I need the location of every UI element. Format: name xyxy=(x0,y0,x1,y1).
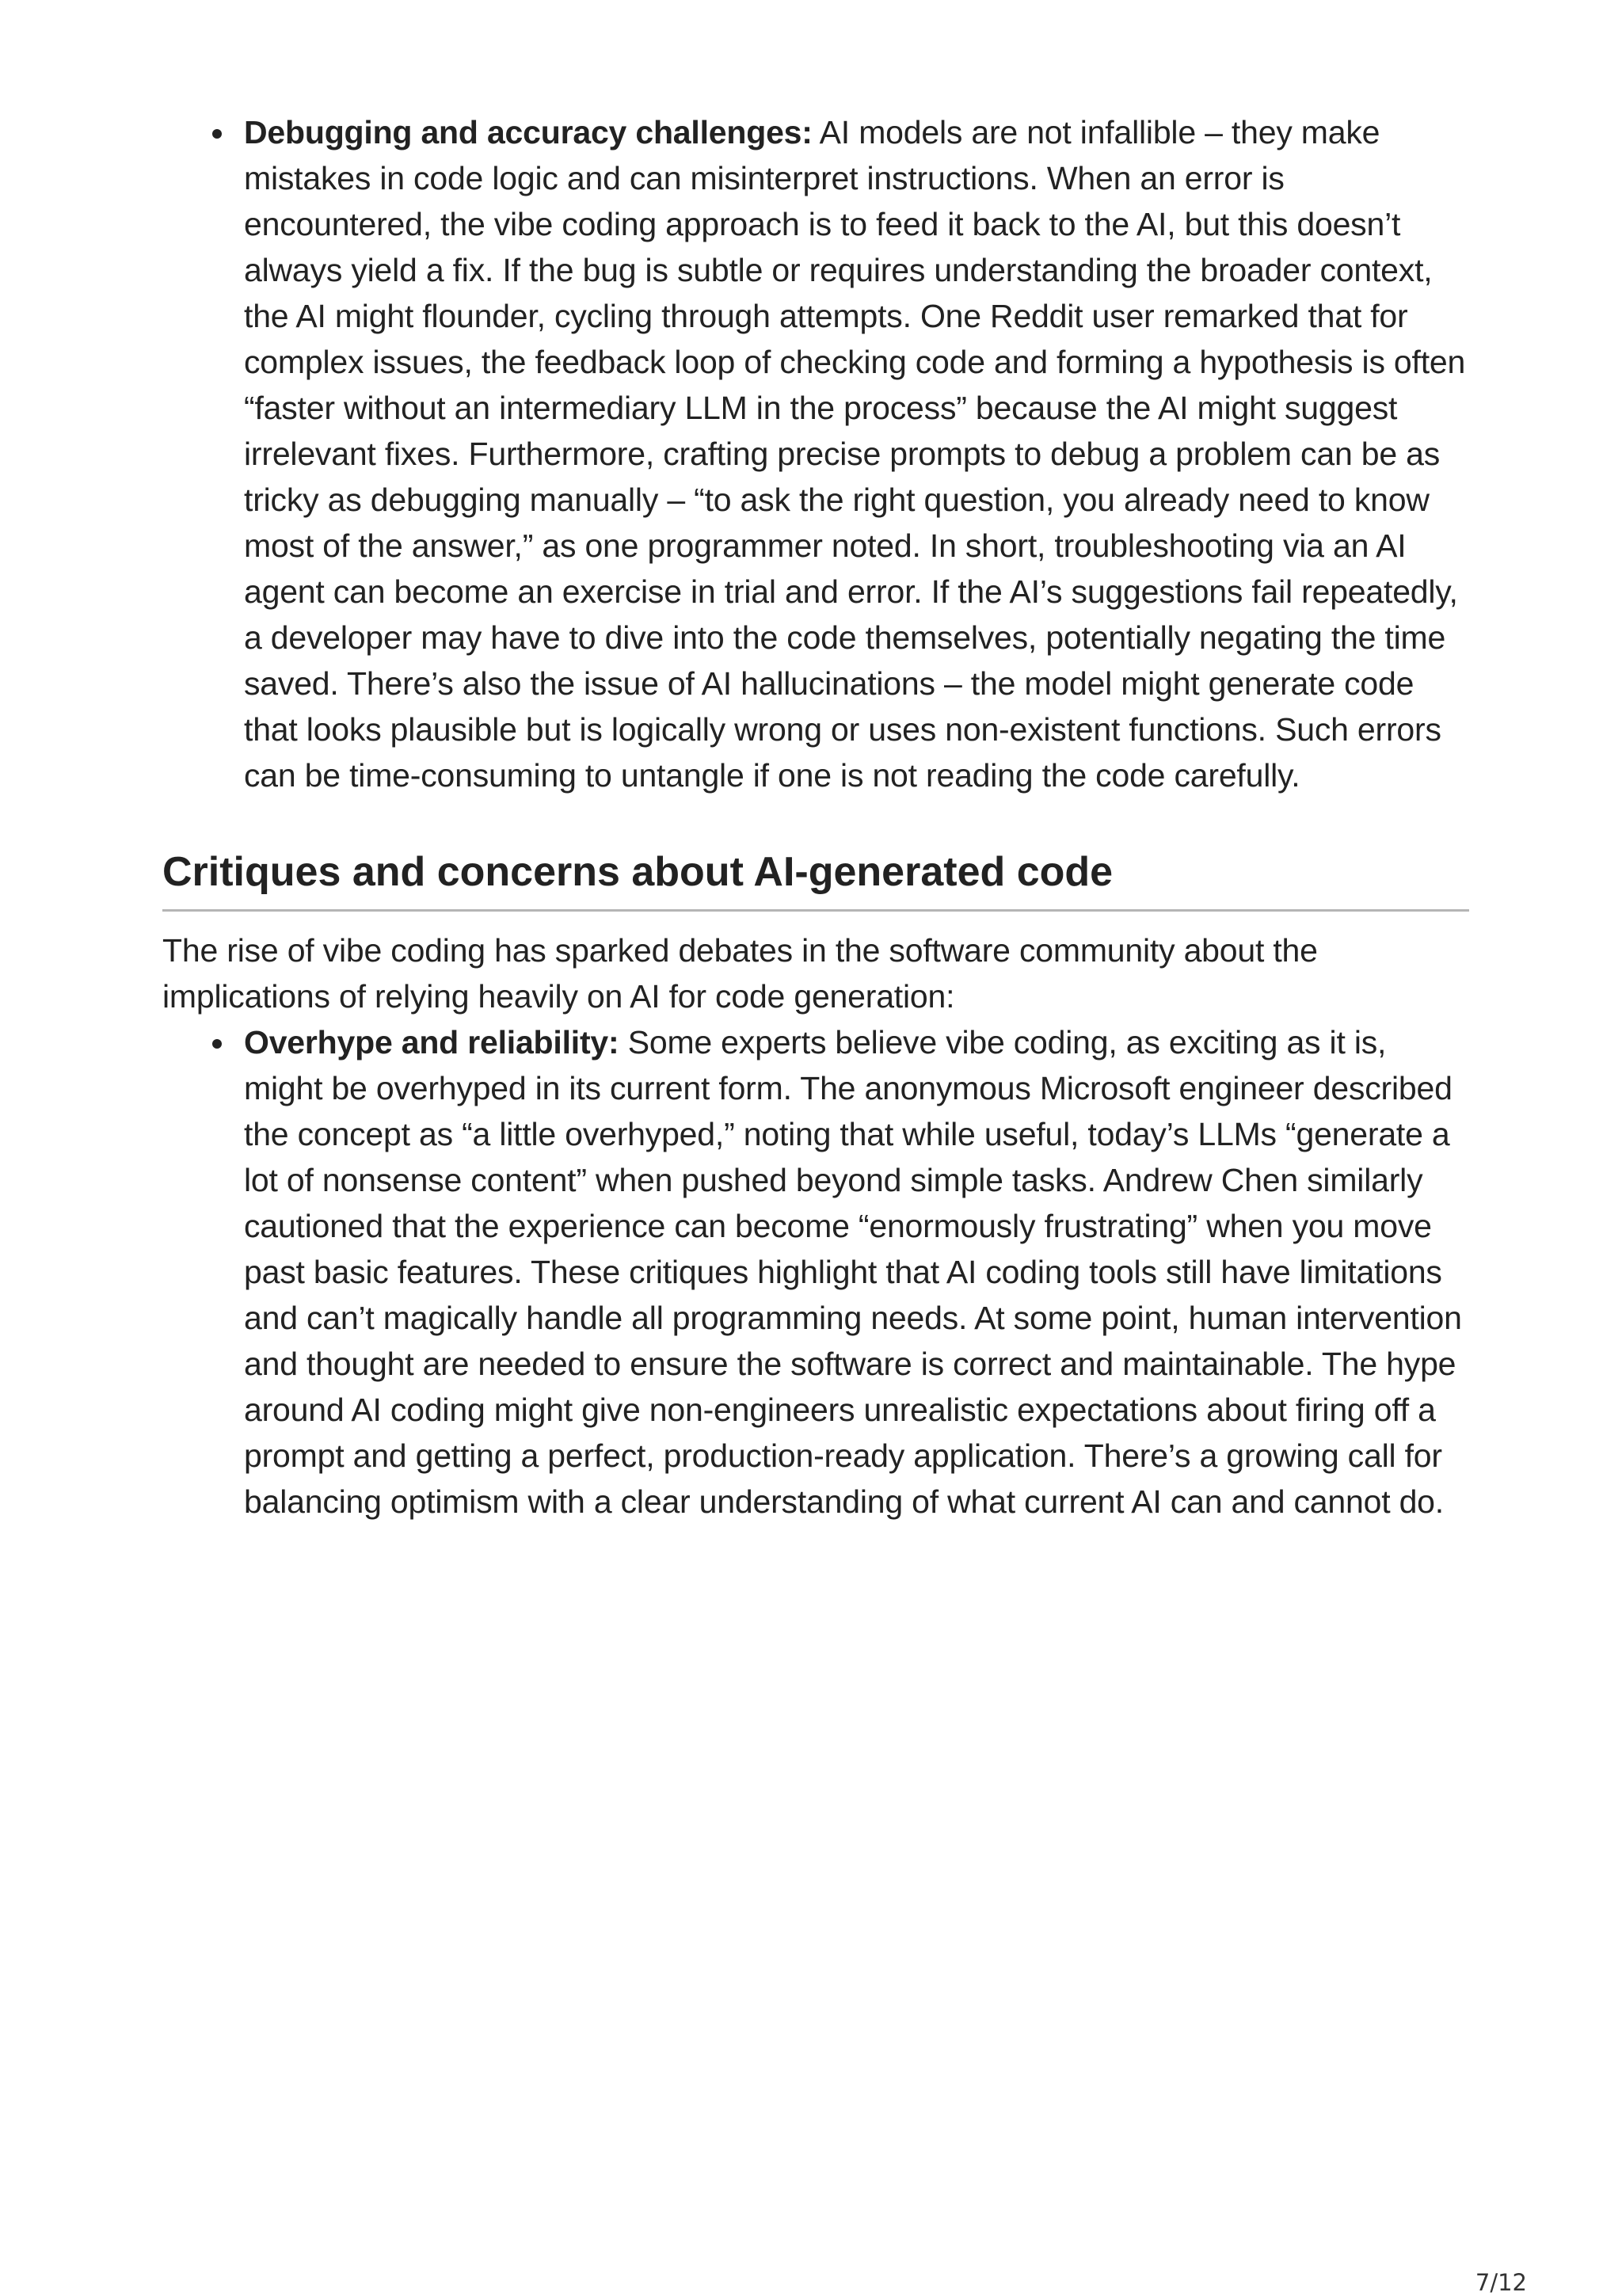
list-item xyxy=(162,1019,1469,1525)
section-heading: Critiques and concerns about AI-generated code xyxy=(162,846,1469,912)
bullet-text: Some experts believe vibe coding, as exciting as it is, might be overhyped in its current form. The anonymous Microsoft engineer described the concept as “a little overhyped,” noting that while useful, today’s LLMs “generate a lot of nonsense content” when pushed beyond simple tasks. Andrew Chen similarly cautioned that the experience can become “enormously frustrating” when you move past basic features. These critiques highlight that AI coding tools still have limitations and can’t magically handle all programming needs. At some point, human intervention and thought are needed to ensure the software is correct and maintainable. The hype around AI coding might give non-engineers unrealistic expectations about firing off a prompt and getting a perfect, production-ready application. There’s a growing call for balancing optimism with a clear understanding of what current AI can and cannot do. xyxy=(244,1024,1462,1520)
page-content xyxy=(162,109,1469,1525)
bullet-lead: Overhype and reliability: xyxy=(244,1024,619,1060)
bullet-dot-icon xyxy=(212,129,222,139)
page-number: 7/12 xyxy=(1475,2269,1527,2296)
bullet-list-critiques xyxy=(162,1019,1469,1525)
bullet-lead: Debugging and accuracy challenges: xyxy=(244,114,813,150)
section-intro: The rise of vibe coding has sparked debates in the software community about the implications of relying heavily on AI for code generation: xyxy=(162,932,1318,1015)
list-item xyxy=(162,109,1469,798)
bullet-text: AI models are not infallible – they make mistakes in code logic and can misinterpret instructions. When an error is encountered, the vibe coding approach is to feed it back to the AI, but this doesn’t always yield a fix. If the bug is subtle or requires understanding the broader context, the AI might flounder, cycling through attempts. One Reddit user remarked that for complex issues, the feedback loop of checking code and forming a hypothesis is often “faster without an intermediary LLM in the process” because the AI might suggest irrelevant fixes. Furthermore, crafting precise prompts to debug a problem can be as tricky as debugging manually – “to ask the right question, you already need to know most of the answer,” as one programmer noted. In short, troubleshooting via an AI agent can become an exercise in trial and error. If the AI’s suggestions fail repeatedly, a developer may have to dive into the code themselves, potentially negating the time saved. There’s also the issue of AI hallucinations – the model might generate code that looks plausible but is logically wrong or uses non-existent functions. Such errors can be time-consuming to untangle if one is not reading the code carefully. xyxy=(244,114,1466,794)
bullet-list-debugging xyxy=(162,109,1469,798)
bullet-dot-icon xyxy=(212,1039,222,1049)
